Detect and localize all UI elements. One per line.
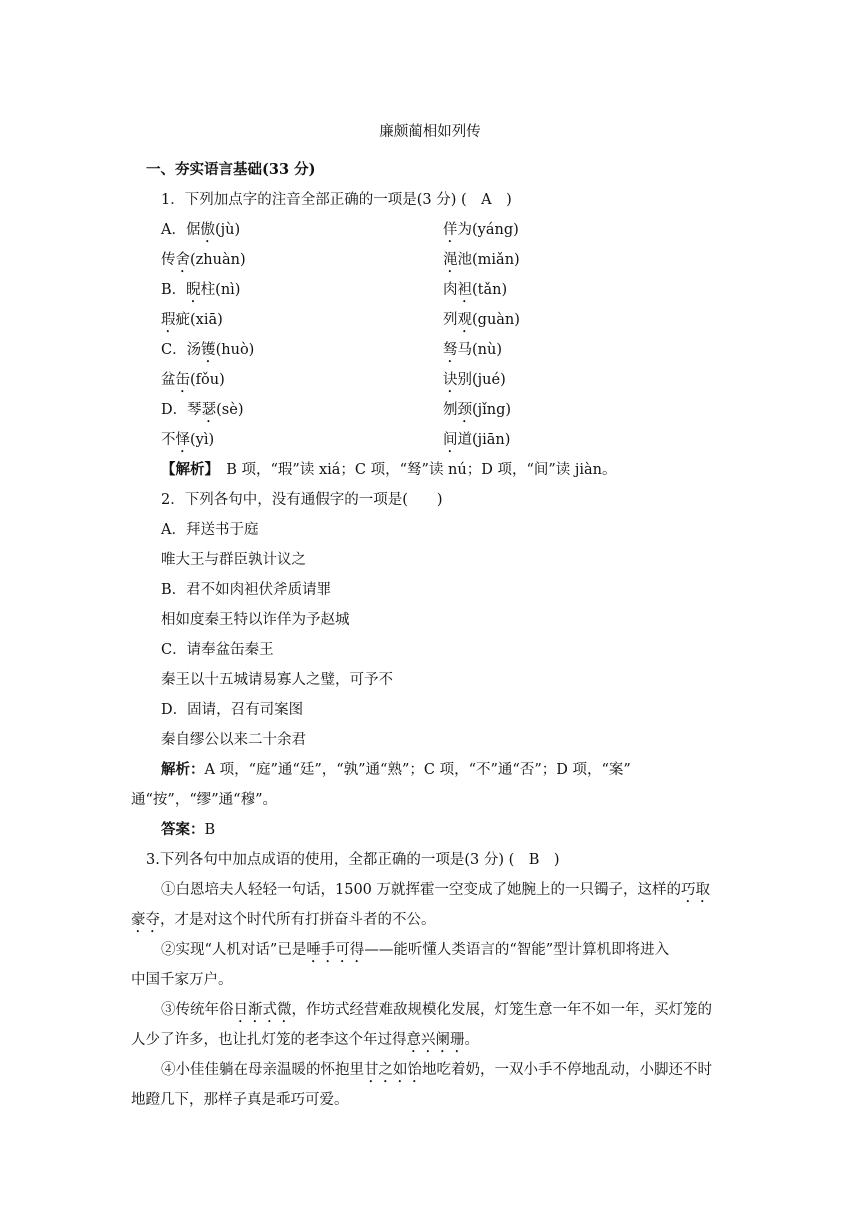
section-heading: 一、夯实语言基础(33 分) [146, 161, 316, 178]
q3-item-3-continued: 人少了许多，也让扎灯笼的老李这个年过得意兴阑珊。 [131, 1032, 479, 1048]
q3-item-1-continued: 豪夺，才是对这个时代所有打拼奋斗者的不公。 [131, 912, 436, 928]
q2-option-line: 秦自缪公以来二十余君 [161, 732, 306, 748]
q1-option-left: C．汤镬(huò) [161, 342, 255, 358]
q1-option-left: 盆缶(fǒu) [161, 372, 225, 388]
q1-option-left: D．琴瑟(sè) [161, 402, 244, 418]
q1-option-right: 列观(guàn) [443, 312, 520, 328]
q2-option-line: 秦王以十五城请易寡人之璧，可予不 [161, 672, 393, 688]
q3-item-2: ②实现“人机对话”已是唾手可得——能听懂人类语言的“智能”型计算机即将进入 [161, 942, 670, 958]
q1-stem: 1．下列加点字的注音全部正确的一项是(3 分) ( A ) [161, 192, 512, 208]
q3-item-4-continued: 地蹬几下，那样子真是乖巧可爱。 [131, 1092, 349, 1108]
q2-option-line: A．拜送书于庭 [161, 522, 259, 538]
q2-option-line: B．君不如肉袒伏斧质请罪 [161, 582, 332, 598]
q2-option-line: C．请奉盆缶秦王 [161, 642, 274, 658]
q1-option-left: B．睨柱(nì) [161, 282, 241, 298]
q3-item-2-continued: 中国千家万户。 [131, 972, 233, 988]
q1-option-right: 诀别(jué) [443, 372, 506, 388]
q1-option-right: 渑池(miǎn) [443, 252, 520, 268]
q2-stem: 2．下列各句中，没有通假字的一项是( ) [161, 492, 443, 508]
q1-option-right: 肉袒(tǎn) [443, 282, 508, 298]
q2-answer: 答案：B [161, 821, 216, 838]
q1-option-right: 驽马(nù) [443, 342, 502, 358]
page-title: 廉颇蔺相如列传 [379, 124, 481, 140]
q3-item-3: ③传统年俗日渐式微，作坊式经营难敌规模化发展，灯笼生意一年不如一年，买灯笼的 [161, 1002, 712, 1018]
q3-item-1: ①白恩培夫人轻轻一句话，1500 万就挥霍一空变成了她腕上的一只镯子，这样的巧取 [161, 882, 711, 898]
q2-option-line: 唯大王与群臣孰计议之 [161, 552, 306, 568]
q2-analysis: 解析：A 项，“庭”通“廷”，“孰”通“熟”；C 项，“不”通“否”；D 项，“案” [161, 761, 631, 778]
q2-option-line: 相如度秦王特以诈佯为予赵城 [161, 612, 350, 628]
q1-option-left: 传舍(zhuàn) [161, 252, 246, 268]
q1-option-left: 不怿(yì) [161, 432, 215, 448]
q1-analysis: 【解析】 B 项，“瑕”读 xiá；C 项，“驽”读 nú；D 项，“间”读 jiàn。 [161, 461, 617, 478]
q1-option-right: 佯为(yáng) [443, 222, 519, 238]
q2-option-line: D．固请，召有司案图 [161, 702, 304, 718]
q3-item-4: ④小佳佳躺在母亲温暖的怀抱里甘之如饴地吃着奶，一双小手不停地乱动，小脚还不时 [161, 1062, 712, 1078]
q2-analysis-continued: 通“按”，“缪”通“穆”。 [131, 792, 277, 808]
q1-option-left: A．倨傲(jù) [161, 222, 241, 238]
q1-option-right: 刎颈(jǐng) [443, 402, 512, 418]
q3-stem: 3.下列各句中加点成语的使用，全都正确的一项是(3 分) ( B ) [146, 852, 560, 868]
q1-option-right: 间道(jiān) [443, 432, 511, 448]
q1-option-left: 瑕疵(xiā) [161, 312, 223, 328]
